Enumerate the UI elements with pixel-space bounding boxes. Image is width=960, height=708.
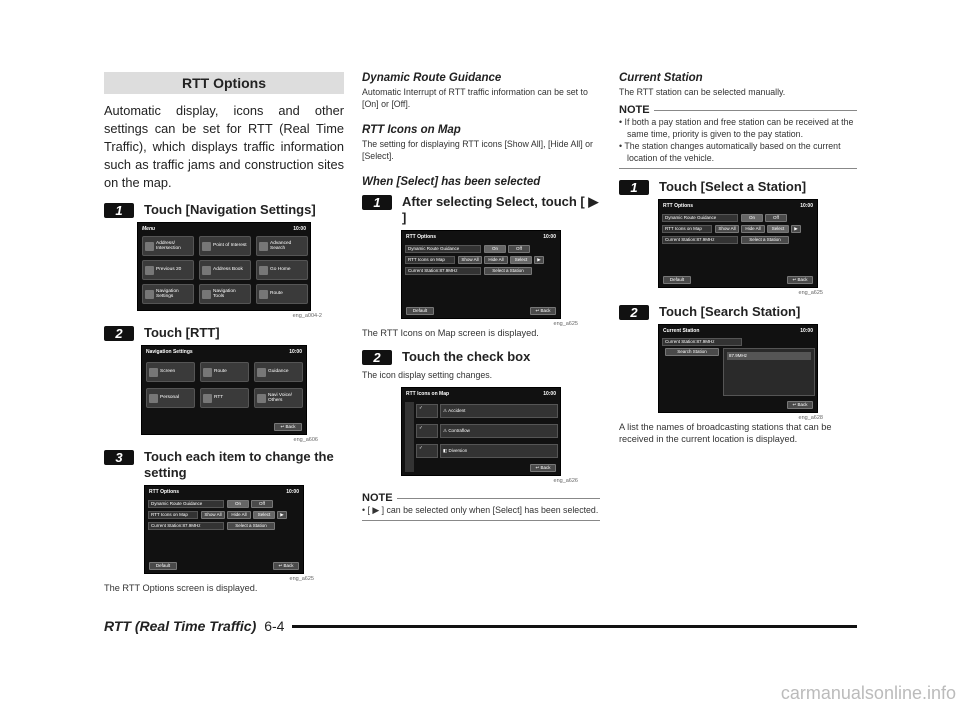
- check-icon: ✓: [419, 405, 423, 410]
- rtt-icons-text: The setting for displaying RTT icons [Show All], [Hide All] or [Select].: [362, 139, 593, 161]
- current-station-screenshot: Current Station 10:00 Current Station:87.9MHz Search Station 87.9MHz ↩ Back: [658, 324, 818, 413]
- scrollbar: [405, 402, 414, 472]
- tile-previous: Previous 20: [142, 260, 194, 280]
- heading-rtt-icons: RTT Icons on Map: [362, 124, 461, 136]
- step-1: [104, 202, 344, 218]
- heading-current-station: Current Station: [619, 72, 703, 84]
- play-arrow-icon: ▶: [794, 226, 798, 231]
- after-step2-text: A list the names of broadcasting stations that can be received in the current location is displayed.: [619, 422, 832, 444]
- menu-screenshot: Menu 10:00 Address/ Intersection Point of Interest Advanced Search Previous 20 Address Book Go Home Navigation Settings Navigation Tools Route: [137, 222, 311, 311]
- footer-rule: [292, 625, 857, 628]
- diversion-icon: ◧: [443, 448, 448, 453]
- voice-icon: [257, 394, 266, 403]
- warning-icon: ⚠: [443, 428, 448, 433]
- outro-text: The RTT Options screen is displayed.: [104, 583, 258, 593]
- rtt-options-screenshot: RTT Options 10:00 Dynamic Route Guidance On Off RTT Icons on Map Show All Hide All Select ▶ Current Station:87.9MHz Select a Station Default ↩ Back: [658, 199, 818, 288]
- previous-icon: [145, 266, 154, 275]
- play-arrow-icon: ▶: [537, 257, 541, 262]
- route-icon: [203, 368, 212, 377]
- section-title: RTT Options: [104, 72, 344, 94]
- back-arrow-icon: ↩: [792, 402, 797, 407]
- column-3: [619, 72, 857, 445]
- warning-icon: ⚠: [443, 408, 448, 413]
- back-arrow-icon: ↩: [535, 308, 540, 313]
- footer-title: RTT (Real Time Traffic): [104, 618, 257, 634]
- step-label: Touch [Navigation Settings]: [144, 202, 316, 217]
- after-step2-text: The icon display setting changes.: [362, 370, 493, 380]
- image-caption: eng_a625: [289, 576, 314, 582]
- check-icon: ✓: [419, 445, 423, 450]
- back-arrow-icon: ↩: [535, 465, 540, 470]
- clock: 10:00: [286, 488, 299, 495]
- step-1: [619, 179, 857, 195]
- back-arrow-icon: ↩: [280, 424, 285, 429]
- step-label: Touch the check box: [402, 349, 531, 364]
- back-arrow-icon: ↩: [278, 563, 283, 568]
- step-number: 2: [362, 350, 392, 365]
- step-number: 1: [104, 203, 134, 218]
- step-label: Touch each item to change the setting: [144, 449, 334, 480]
- tile-navsettings: Navigation Settings: [142, 284, 194, 304]
- guidance-icon: [257, 368, 266, 377]
- tile-gohome: Go Home: [256, 260, 308, 280]
- check-icon: ✓: [419, 425, 423, 430]
- after-step1-text: The RTT Icons on Map screen is displayed.: [362, 328, 539, 338]
- rtt-options-screenshot: RTT Options 10:00 Dynamic Route Guidance On Off RTT Icons on Map Show All Hide All Select ▶ Current Station:87.9MHz Select a Station Default ↩ Back: [401, 230, 561, 319]
- route-icon: [259, 290, 268, 299]
- step-1: [362, 194, 600, 226]
- screen-icon: [149, 368, 158, 377]
- back-arrow-icon: ↩: [792, 277, 797, 282]
- step-number: 1: [362, 195, 392, 210]
- clock: 10:00: [543, 233, 556, 240]
- checkbox-diversion: [416, 444, 438, 458]
- image-caption: eng_a625: [798, 290, 823, 296]
- step-number: 2: [619, 305, 649, 320]
- step-2: [619, 304, 857, 320]
- search-icon: [259, 242, 268, 251]
- current-station-text: The RTT station can be selected manually.: [619, 87, 786, 97]
- note-title: NOTE: [619, 104, 857, 116]
- rtt-options-screenshot: RTT Options 10:00 Dynamic Route Guidance On Off RTT Icons on Map Show All Hide All Select ▶ Current Station:87.9MHz Select a Station Default ↩ Back: [144, 485, 304, 574]
- image-caption: eng_a628: [798, 415, 823, 421]
- address-icon: [145, 242, 154, 251]
- heading-when-select: When [Select] has been selected: [362, 176, 541, 188]
- step-label: After selecting Select, touch [ ▶ ]: [402, 194, 599, 225]
- step-label: Touch [RTT]: [144, 325, 220, 340]
- intro-text: Automatic display, icons and other settings can be set for RTT (Real Time Traffic), which displays traffic information such as traffic jams and construction sites on the map.: [104, 103, 344, 190]
- checkbox-accident: [416, 404, 438, 418]
- step-2: [104, 325, 344, 341]
- note-box: [619, 104, 857, 169]
- step-label: Touch [Search Station]: [659, 304, 801, 319]
- note-item: • The station changes automatically based on the current location of the vehicle.: [619, 141, 841, 163]
- step-3: [104, 449, 344, 481]
- station-list: 87.9MHz: [723, 348, 815, 396]
- note-title: NOTE: [362, 492, 600, 504]
- home-icon: [259, 266, 268, 275]
- note-item: • [ ▶ ] can be selected only when [Select] has been selected.: [362, 505, 599, 515]
- book-icon: [202, 266, 211, 275]
- page-footer: [104, 618, 857, 634]
- step-number: 2: [104, 326, 134, 341]
- tools-icon: [202, 290, 211, 299]
- tile-addressbook: Address Book: [199, 260, 251, 280]
- play-arrow-icon: ▶: [280, 512, 284, 517]
- image-caption: eng_a004-2: [292, 313, 322, 319]
- clock: 10:00: [800, 202, 813, 209]
- step-number: 3: [104, 450, 134, 465]
- note-item: • If both a pay station and free station can be received at the same time, priority is given to the pay station.: [619, 117, 854, 139]
- poi-icon: [202, 242, 211, 251]
- page-number: 6-4: [264, 618, 285, 634]
- watermark: carmanualsonline.info: [780, 683, 956, 703]
- image-caption: eng_a606: [293, 437, 318, 443]
- column-2: [362, 72, 600, 529]
- dynamic-route-text: Automatic Interrupt of RTT traffic information can be set to [On] or [Off].: [362, 87, 588, 109]
- navsettings-screenshot: Navigation Settings 10:00 Screen Route Guidance Personal RTT Navi Voice/ Others ↩ Back: [141, 345, 307, 435]
- image-caption: eng_a625: [553, 321, 578, 327]
- step-number: 1: [619, 180, 649, 195]
- heading-dynamic-route: Dynamic Route Guidance: [362, 72, 502, 84]
- rtt-icon: [203, 394, 212, 403]
- settings-icon: [145, 290, 154, 299]
- tile-navtools: Navigation Tools: [199, 284, 251, 304]
- screen-title: RTT Options: [406, 233, 436, 240]
- personal-icon: [149, 394, 158, 403]
- rtt-icons-screenshot: RTT Icons on Map 10:00 ✓ ⚠ Accident ✓ ⚠ Contraflow ✓ ◧ Diversion ↩ Back: [401, 387, 561, 476]
- screen-title: RTT Options: [663, 202, 693, 209]
- note-box: [362, 492, 600, 521]
- step-label: Touch [Select a Station]: [659, 179, 807, 194]
- checkbox-contraflow: [416, 424, 438, 438]
- tile-advanced: Advanced Search: [256, 236, 308, 256]
- step-2: [362, 349, 600, 365]
- image-caption: eng_a626: [553, 478, 578, 484]
- screen-title: RTT Options: [149, 488, 179, 495]
- column-1: [104, 72, 344, 594]
- tile-address: Address/ Intersection: [142, 236, 194, 256]
- tile-poi: Point of Interest: [199, 236, 251, 256]
- tile-route: Route: [256, 284, 308, 304]
